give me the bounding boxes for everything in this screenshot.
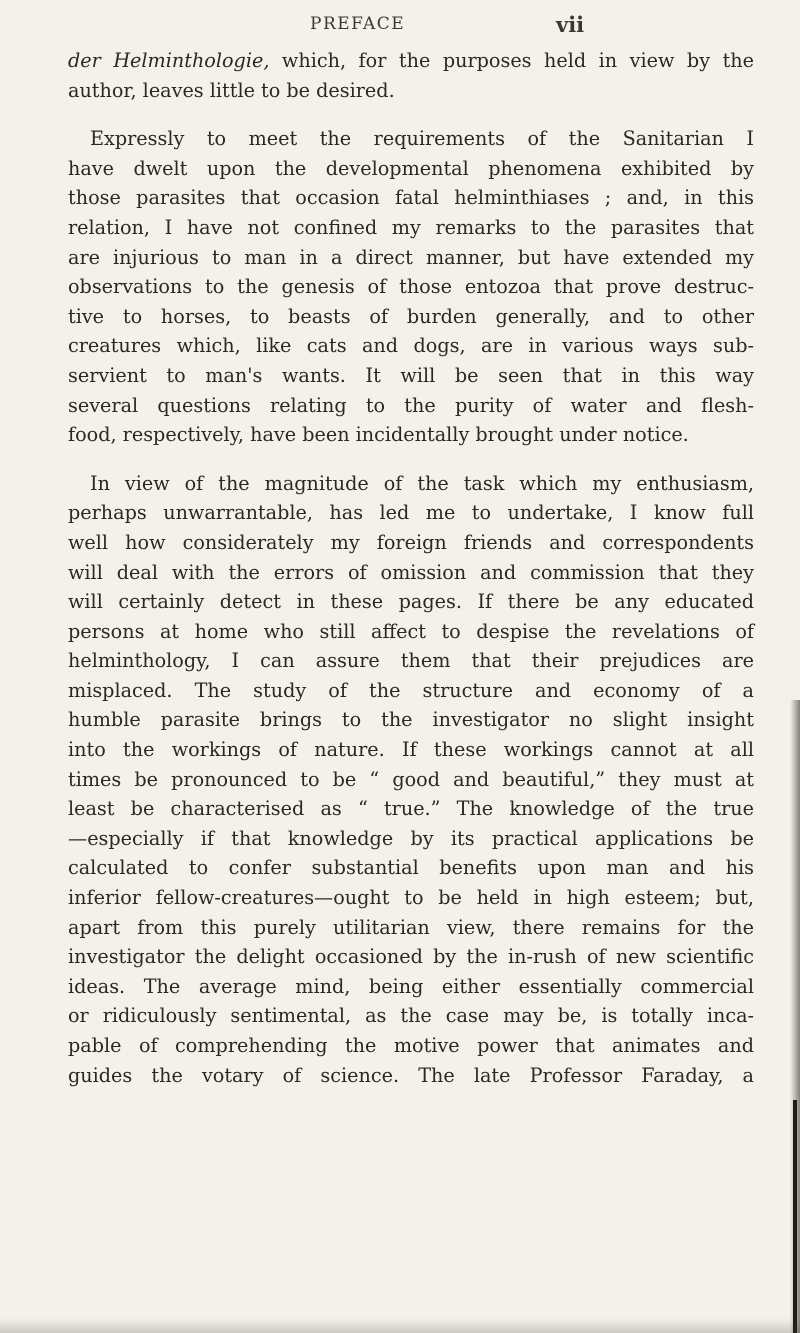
text-line: perhaps unwarrantable, has led me to undertake, I know full [68, 501, 754, 525]
text-line: misplaced. The study of the structure and economy of a [68, 678, 754, 702]
text-line: those parasites that occasion fatal helminthiases ; and, in this [68, 186, 754, 210]
page-bottom-shade [0, 1318, 800, 1333]
text-line: times be pronounced to be “ good and beautiful,” they must at [68, 767, 754, 791]
paragraph-3 [68, 469, 754, 1090]
page-number: vii [556, 12, 585, 37]
text-line: food, respectively, have been incidentally brought under notice. [68, 423, 689, 447]
text-line: creatures which, like cats and dogs, are in various ways sub- [68, 334, 754, 358]
text-line: well how considerately my foreign friends and correspondents [68, 530, 754, 554]
text-line: author, leaves little to be desired. [68, 78, 395, 102]
text-line: guides the votary of science. The late Professor Faraday, a [68, 1063, 754, 1087]
text-line: In view of the magnitude of the task which my enthusiasm, [90, 471, 754, 495]
italic-title: der Helminthologie, [68, 49, 270, 72]
text-line: are injurious to man in a direct manner, but have extended my [68, 245, 754, 269]
text-line: inferior fellow-creatures—ought to be held in high esteem; but, [68, 886, 754, 910]
text-line: will deal with the errors of omission and commission that they [68, 560, 754, 584]
page-edge-binding [793, 1100, 797, 1333]
text-line: have dwelt upon the developmental phenomena exhibited by [68, 156, 754, 180]
text-line: apart from this purely utilitarian view, there remains for the [68, 915, 754, 939]
text-line: humble parasite brings to the investigator no slight insight [68, 708, 754, 732]
running-title: PREFACE [310, 14, 406, 34]
text-line: least be characterised as “ true.” The knowledge of the true [68, 797, 754, 821]
text-line: several questions relating to the purity of water and flesh- [68, 393, 754, 417]
text-line: persons at home who still affect to despise the revelations of [68, 619, 754, 643]
body-text [68, 46, 754, 1090]
text-line: —especially if that knowledge by its practical applications be [68, 826, 754, 850]
text-line [68, 46, 754, 76]
text-line: will certainly detect in these pages. If there be any educated [68, 590, 754, 614]
text-line: or ridiculously sentimental, as the case may be, is totally inca- [68, 1004, 754, 1028]
paragraph-1 [68, 46, 754, 105]
text-line: investigator the delight occasioned by the in-rush of new scientific [68, 945, 754, 969]
text-line: relation, I have not confined my remarks to the parasites that [68, 215, 754, 239]
text-line-rest: which, for the purposes held in view by the [269, 49, 754, 72]
text-line: helminthology, I can assure them that their prejudices are [68, 649, 754, 673]
text-line: Expressly to meet the requirements of the Sanitarian I [90, 127, 754, 151]
text-line: observations to the genesis of those entozoa that prove destruc- [68, 275, 754, 299]
text-line: tive to horses, to beasts of burden generally, and to other [68, 304, 754, 328]
text-line: ideas. The average mind, being either essentially commercial [68, 974, 754, 998]
text-line: pable of comprehending the motive power that animates and [68, 1034, 754, 1057]
text-line: servient to man's wants. It will be seen that in this way [68, 363, 754, 387]
text-line: into the workings of nature. If these workings cannot at all [68, 738, 754, 762]
text-line: calculated to confer substantial benefits upon man and his [68, 856, 754, 880]
paragraph-2 [68, 124, 754, 450]
